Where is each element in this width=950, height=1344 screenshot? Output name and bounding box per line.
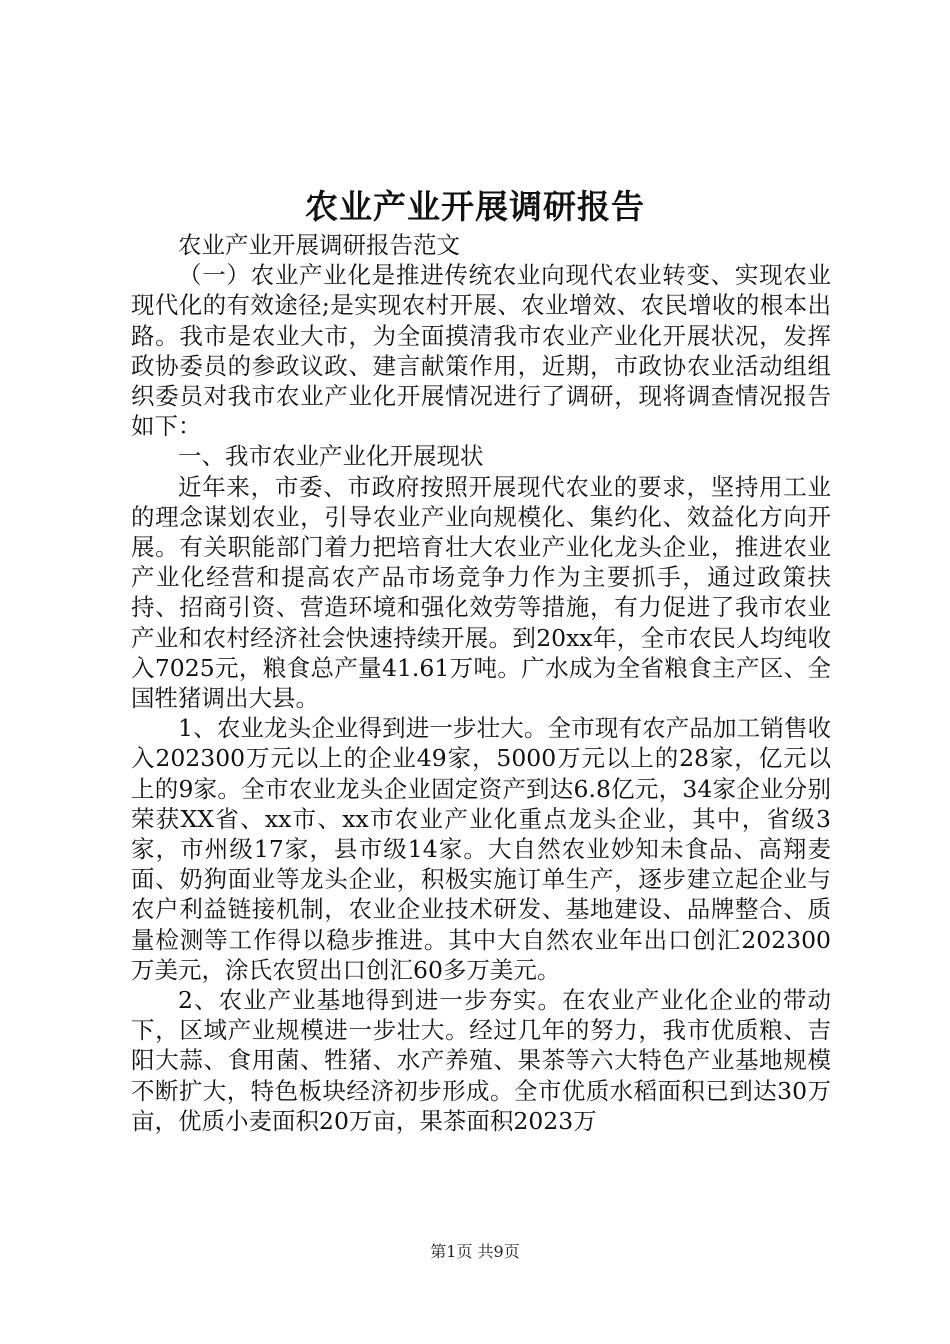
paragraph-subtitle: 农业产业开展调研报告范文 bbox=[178, 231, 460, 259]
paragraph-point-1: 1、农业龙头企业得到进一步壮大。全市现有农产品加工销售收入202300万元以上的企业49家，5000万元以上的28家，亿元以上的9家。全市农业龙头企业固定资产到达6.8亿元，34家企业分别荣获XX省、xx市、xx市农业产业化重点龙头企业，其中，省级3家，市州级17家，县市级14家。大自然农业妙知未食品、高翔麦面、奶狗面业等龙头企业，积极实施订单生产，逐步建立起企业与农户利益链接机制，农业企业技术研发、基地建设、品牌整合、质量检测等工作得以稳步推进。其中大自然农业年出口创汇202300万美元，涂氏农贸出口创汇60多万美元。 bbox=[131, 714, 831, 984]
paragraph-intro: （一）农业产业化是推进传统农业向现代农业转变、实现农业现代化的有效途径;是实现农村开展、农业增效、农民增收的根本出路。我市是农业大市，为全面摸清我市农业产业化开展状况，发挥政协委员的参政议政、建言献策作用，近期，市政协农业活动组组织委员对我市农业产业化开展情况进行了调研，现将调查情况报告如下： bbox=[131, 261, 831, 441]
paragraph-overview: 近年来，市委、市政府按照开展现代农业的要求，坚持用工业的理念谋划农业，引导农业产业向规模化、集约化、效益化方向开展。有关职能部门着力把培育壮大农业产业化龙头企业，推进农业产业化经营和提高农产品市场竞争力作为主要抓手，通过政策扶持、招商引资、营造环境和强化效劳等措施，有力促进了我市农业产业和农村经济社会快速持续开展。到20xx年，全市农民人均纯收入7025元，粮食总产量41.61万吨。广水成为全省粮食主产区、全国牲猪调出大县。 bbox=[131, 472, 831, 713]
page-title: 农业产业开展调研报告 bbox=[305, 187, 645, 226]
page-footer: 第1页 共9页 bbox=[430, 1242, 520, 1261]
paragraph-point-2: 2、农业产业基地得到进一步夯实。在农业产业化企业的带动下，区域产业规模进一步壮大。经过几年的努力，我市优质粮、吉阳大蒜、食用菌、牲猪、水产养殖、果茶等六大特色产业基地规模不断扩大，特色板块经济初步形成。全市优质水稻面积已到达30万亩，优质小麦面积20万亩，果茶面积2023万 bbox=[131, 986, 831, 1135]
document-body bbox=[131, 230, 831, 1136]
paragraph-section-heading: 一、我市农业产业化开展现状 bbox=[178, 442, 484, 471]
